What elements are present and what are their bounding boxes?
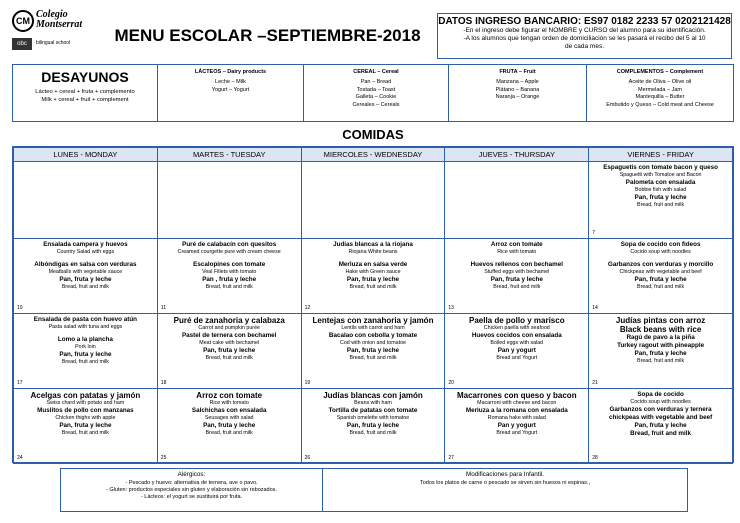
modifications-line: Todos los platos de carne o pescado se sirven sin huesos ni espinas., — [420, 480, 590, 486]
dish-translation: Riojana White beans — [348, 249, 398, 255]
dish-translation: Bread, fruit and milk — [637, 284, 685, 290]
day-number: 27 — [448, 455, 454, 461]
day-header-friday: VIERNES - FRIDAY — [589, 148, 733, 162]
dish-translation: Spaguetti with Tomatoe and Bacon — [619, 172, 702, 178]
day-number: 10 — [17, 305, 23, 311]
dish-translation: Cocido soup with noodles — [630, 249, 691, 255]
bank-heading: DATOS INGRESO BANCARIO: ES97 0182 2233 57 0202121428 — [438, 16, 731, 27]
dish-name: Sopa de cocido — [637, 391, 684, 398]
dish-translation: Bread, fruit and milk — [349, 284, 397, 290]
day-header-tuesday: MARTES - TUESDAY — [157, 148, 301, 162]
dish-translation: Macarroni with cheese and bacon — [477, 400, 557, 406]
lunch-calendar — [12, 146, 734, 463]
dish-name: Garbanzos con verduras y morcillo — [607, 261, 714, 268]
dish-name: Merluza a la romana con ensalada — [465, 407, 568, 414]
dish-translation: Chicken paella with seafood — [483, 325, 550, 331]
day-number: 12 — [304, 305, 311, 311]
group-heading: FRUTA – Fruit — [499, 69, 536, 75]
dish-name: Pan, fruta y leche — [346, 347, 400, 354]
day-cell — [445, 239, 589, 314]
dish-translation: Cod with onion and tomatoe — [340, 340, 406, 346]
notes-panel — [60, 468, 688, 512]
day-number: 28 — [592, 455, 598, 461]
day-cell — [157, 239, 301, 314]
bank-line-3: de cada mes. — [564, 43, 605, 50]
logo-name-line1: Colegio — [36, 9, 68, 20]
day-number: 21 — [592, 380, 598, 386]
dish-translation: Spanish omelette with tomatoe — [336, 415, 410, 421]
dish-translation: Carrot and pumpkin purée — [198, 325, 260, 331]
dish-translation: Bread, fruit and milk — [493, 284, 541, 290]
dish-translation: Bread, fruit and milk — [637, 202, 685, 208]
dish-translation: Bread and Yogurt — [496, 355, 538, 361]
dish-translation: Creamed courgette pure with cream cheese — [177, 249, 281, 255]
dish-name: Merluza en salsa verde — [338, 261, 408, 268]
dish-name: Pan, fruta y leche — [59, 276, 112, 283]
dish-name: Arroz con tomate — [196, 391, 263, 400]
dish-name: Tortilla de patatas con tomate — [328, 407, 418, 414]
group-item: Mantequilla – Butter — [635, 94, 685, 100]
dish-name: Macarrones con queso y bacon — [456, 391, 577, 400]
allergens-line: - Gluten: productos especiales sin gluten y elaboración sin rebozados. — [106, 487, 277, 493]
group-heading: CEREAL – Cereal — [353, 69, 399, 75]
dish-translation: Romana hake with salad — [487, 415, 546, 421]
day-cell — [589, 239, 733, 314]
dish-name: Pan, fruta y leche — [634, 350, 687, 357]
dish-translation: Meat cake with bechamel — [199, 340, 260, 346]
bank-info-box — [437, 13, 732, 59]
dish-name: Pan, fruta y leche — [346, 422, 400, 429]
group-heading: LÁCTEOS – Dairy products — [194, 69, 267, 75]
breakfast-group-dairy — [158, 65, 304, 121]
dish-translation: Bread, fruit and milk — [205, 284, 253, 290]
dish-translation: Rice with tomato — [497, 249, 537, 255]
dish-translation: Bobbie fish with salad — [634, 187, 687, 193]
day-cell — [157, 389, 301, 464]
day-number: 25 — [160, 455, 167, 461]
breakfast-line: Lácteo + cereal + fruta + complemento — [35, 89, 135, 95]
dish-name: Black beans with rice — [619, 325, 702, 334]
logo-subtitle: bilingual school — [36, 40, 71, 46]
dish-translation: Bread and Yogurt — [496, 430, 538, 436]
dish-name: Bread, fruit and milk — [630, 430, 692, 437]
group-item: Yogurt – Yogurt — [211, 86, 250, 93]
dish-name: Muslitos de pollo con manzanas — [37, 407, 134, 414]
group-item: Embutido y Queso – Cold meat and Cheese — [606, 101, 714, 108]
logo-name-line2: Montserrat — [36, 19, 83, 30]
dish-translation: Country Salad with eggs — [56, 249, 115, 255]
dish-translation: Pork loin — [75, 344, 96, 350]
allergens-note — [61, 469, 323, 511]
group-item: Cereales – Cereals — [352, 101, 400, 108]
dish-name: Lomo a la plancha — [57, 336, 113, 343]
group-item: Manzana – Apple — [496, 79, 539, 85]
dish-translation: Rice with tomato — [209, 400, 249, 406]
day-cell — [301, 162, 445, 239]
day-header-monday: LUNES - MONDAY — [14, 148, 158, 162]
day-number: 17 — [17, 380, 23, 386]
breakfast-group-cereal — [304, 65, 449, 121]
day-header-thursday: JUEVES - THURSDAY — [445, 148, 589, 162]
week-row — [14, 389, 733, 464]
day-cell — [157, 162, 301, 239]
dish-translation: Bread, fruit and milk — [205, 355, 253, 361]
dish-translation: Bread, fruit and milk — [205, 430, 253, 436]
dish-name: Pan y yogurt — [497, 422, 536, 429]
group-item: Mermelada – Jam — [637, 86, 683, 93]
breakfast-line: Milk + cereal + fruit + complement — [41, 96, 129, 103]
dish-name: Puré de calabacín con quesitos — [182, 241, 277, 248]
dish-translation: Swiss chard with potato and ham — [46, 400, 125, 406]
day-number: 24 — [17, 455, 23, 461]
day-number: 13 — [448, 305, 454, 311]
modifications-title: Modificaciones para Infantil. — [465, 471, 545, 478]
day-cell — [589, 162, 733, 239]
group-item: Leche – Milk — [215, 79, 246, 85]
group-heading: COMPLEMENTOS – Complement — [616, 69, 704, 75]
allergens-line: - Pescado y huevo: alternativa de ternera, ave o pavo. — [125, 480, 258, 486]
day-cell — [589, 314, 733, 389]
dish-translation: Boiled eggs with salad — [490, 340, 544, 346]
dish-name: Escalopines con tomate — [193, 261, 266, 268]
logo-emblem-icon: CM — [12, 10, 34, 32]
day-number: 7 — [592, 230, 595, 236]
dish-name: Garbanzos con verduras y ternera — [609, 406, 712, 413]
day-cell — [14, 162, 158, 239]
dish-name: Pan, fruta y leche — [59, 422, 112, 429]
dish-name: Turkey ragout with pineapple — [617, 342, 705, 349]
day-cell — [14, 239, 158, 314]
dish-name: chickpeas with vegetable and beef — [608, 414, 713, 421]
dish-translation: Veal Fillets with tomato — [202, 269, 257, 275]
dish-name: Huevos rellenos con bechamel — [470, 261, 563, 268]
group-item: Tostada – Toast — [356, 86, 396, 93]
day-number: 18 — [160, 380, 167, 386]
group-item: Galleta – Cookie — [355, 94, 397, 100]
dish-name: Salchichas con ensalada — [191, 407, 267, 414]
dish-name: Judías blancas con jamón — [323, 391, 423, 400]
dish-translation: Bread, fruit and milk — [61, 284, 109, 290]
dish-name: Arroz con tomate — [490, 241, 543, 248]
dish-name: Ragú de pavo a la piña — [626, 334, 695, 341]
school-logo — [12, 8, 102, 58]
week-row — [14, 314, 733, 389]
breakfast-summary — [13, 65, 158, 121]
dish-name: Pan y yogurt — [497, 347, 536, 354]
dish-translation: Bread, fruit and milk — [349, 430, 397, 436]
dish-translation: Stuffed eggs with bechamel — [484, 269, 550, 275]
dish-name: Pan, fruta y leche — [634, 422, 687, 429]
breakfast-group-fruit — [449, 65, 587, 121]
dish-translation: Pasta salad with tuna and eggs — [48, 324, 123, 330]
week-row — [14, 162, 733, 239]
dish-name: Paella de pollo y marisco — [468, 316, 565, 325]
breakfast-group-complement — [587, 65, 733, 121]
week-row — [14, 239, 733, 314]
breakfast-panel — [12, 64, 734, 122]
dish-translation: Meatballs with vegetable sauce — [48, 269, 123, 275]
dish-name: Pan, fruta y leche — [634, 276, 687, 283]
dish-name: Lentejas con zanahoria y jamón — [312, 316, 434, 325]
dish-name: Pan, fruta y leche — [490, 276, 543, 283]
dish-name: Pan, fruta y leche — [634, 194, 687, 201]
dish-name: Pan, fruta y leche — [203, 422, 256, 429]
group-item: Aceite de Oliva – Olive oil — [628, 79, 692, 85]
dish-name: Ensalada campera y huevos — [43, 241, 128, 248]
modifications-note — [323, 469, 687, 511]
day-cell — [445, 314, 589, 389]
allergens-line: - Lácteos: el yogurt se sustituirá por fruta. — [140, 494, 243, 500]
dish-name: Puré de zanahoria y calabaza — [173, 316, 285, 325]
dish-name: Pan, fruta y leche — [203, 347, 256, 354]
dish-name: Huevos cocidos con ensalada — [471, 332, 562, 339]
page-title: MENU ESCOLAR –SEPTIEMBRE-2018 — [114, 26, 421, 45]
group-item: Plátano – Banana — [495, 86, 540, 93]
lunch-section-title: COMIDAS — [342, 127, 404, 142]
dish-translation: Lentils with carrot and ham — [341, 325, 405, 331]
dish-name: Ensalada de pasta con huevo atún — [33, 316, 138, 323]
dish-translation: Chickpeas with vegetable and beef — [619, 269, 702, 275]
dish-name: Pan, fruta y leche — [59, 351, 112, 358]
dish-name: Acelgas con patatas y jamón — [30, 391, 141, 400]
dish-name: Sopa de cocido con fideos — [620, 241, 701, 248]
day-number: 14 — [592, 305, 598, 311]
dish-translation: Chicken thighs with apple — [55, 415, 116, 421]
day-cell — [589, 389, 733, 464]
group-item: Pan – Bread — [360, 79, 392, 85]
dish-name: Espaguetis con tomate bacon y queso — [603, 164, 718, 171]
dish-translation: Bread, fruit and milk — [61, 359, 109, 365]
day-number: 11 — [160, 305, 166, 311]
dish-translation: Bread, fruit and milk — [637, 358, 685, 364]
dish-name: Judías pintas con arroz — [615, 316, 706, 325]
day-cell — [445, 162, 589, 239]
dish-translation: Bread, fruit and milk — [349, 355, 397, 361]
group-item: Naranja – Orange — [495, 94, 540, 100]
dish-name: Pan, fruta y leche — [346, 276, 400, 283]
day-cell — [301, 239, 445, 314]
dish-translation: Hake with Green sauce — [345, 269, 401, 275]
bank-line-1: -En el ingreso debe figurar el NOMBRE y CURSO del alumno para su identificación. — [463, 27, 706, 34]
dish-name: Palometa con ensalada — [625, 179, 696, 186]
dish-name: Judías blancas a la riojana — [333, 241, 413, 248]
day-cell — [14, 314, 158, 389]
breakfast-title: DESAYUNOS — [41, 69, 129, 85]
dish-translation: Beans with ham — [354, 400, 392, 406]
dish-name: Pastel de ternera con bechamel — [181, 332, 277, 339]
dish-name: Pan , fruta y leche — [202, 276, 257, 283]
logo-badge: obc — [12, 38, 32, 50]
bank-line-2: -A los alumnos que tengan orden de domiciliación se les pasará el recibo del 5 al 10 — [463, 35, 706, 42]
day-cell — [301, 314, 445, 389]
dish-translation: Bread, fruit and milk — [61, 430, 109, 436]
day-number: 20 — [448, 380, 454, 386]
day-cell — [157, 314, 301, 389]
dish-name: Bacalao con cebolla y tomate — [328, 332, 418, 339]
day-cell — [14, 389, 158, 464]
day-cell — [445, 389, 589, 464]
dish-translation: Seusages with salad — [204, 415, 254, 421]
day-cell — [301, 389, 445, 464]
day-number: 26 — [304, 455, 311, 461]
day-number: 19 — [304, 380, 311, 386]
day-header-wednesday: MIERCOLES - WEDNESDAY — [301, 148, 445, 162]
dish-name: Albóndigas en salsa con verduras — [34, 261, 137, 268]
dish-translation: Cocido soup with noodles — [630, 399, 691, 405]
allergens-title: Alérgicos: — [177, 471, 206, 478]
